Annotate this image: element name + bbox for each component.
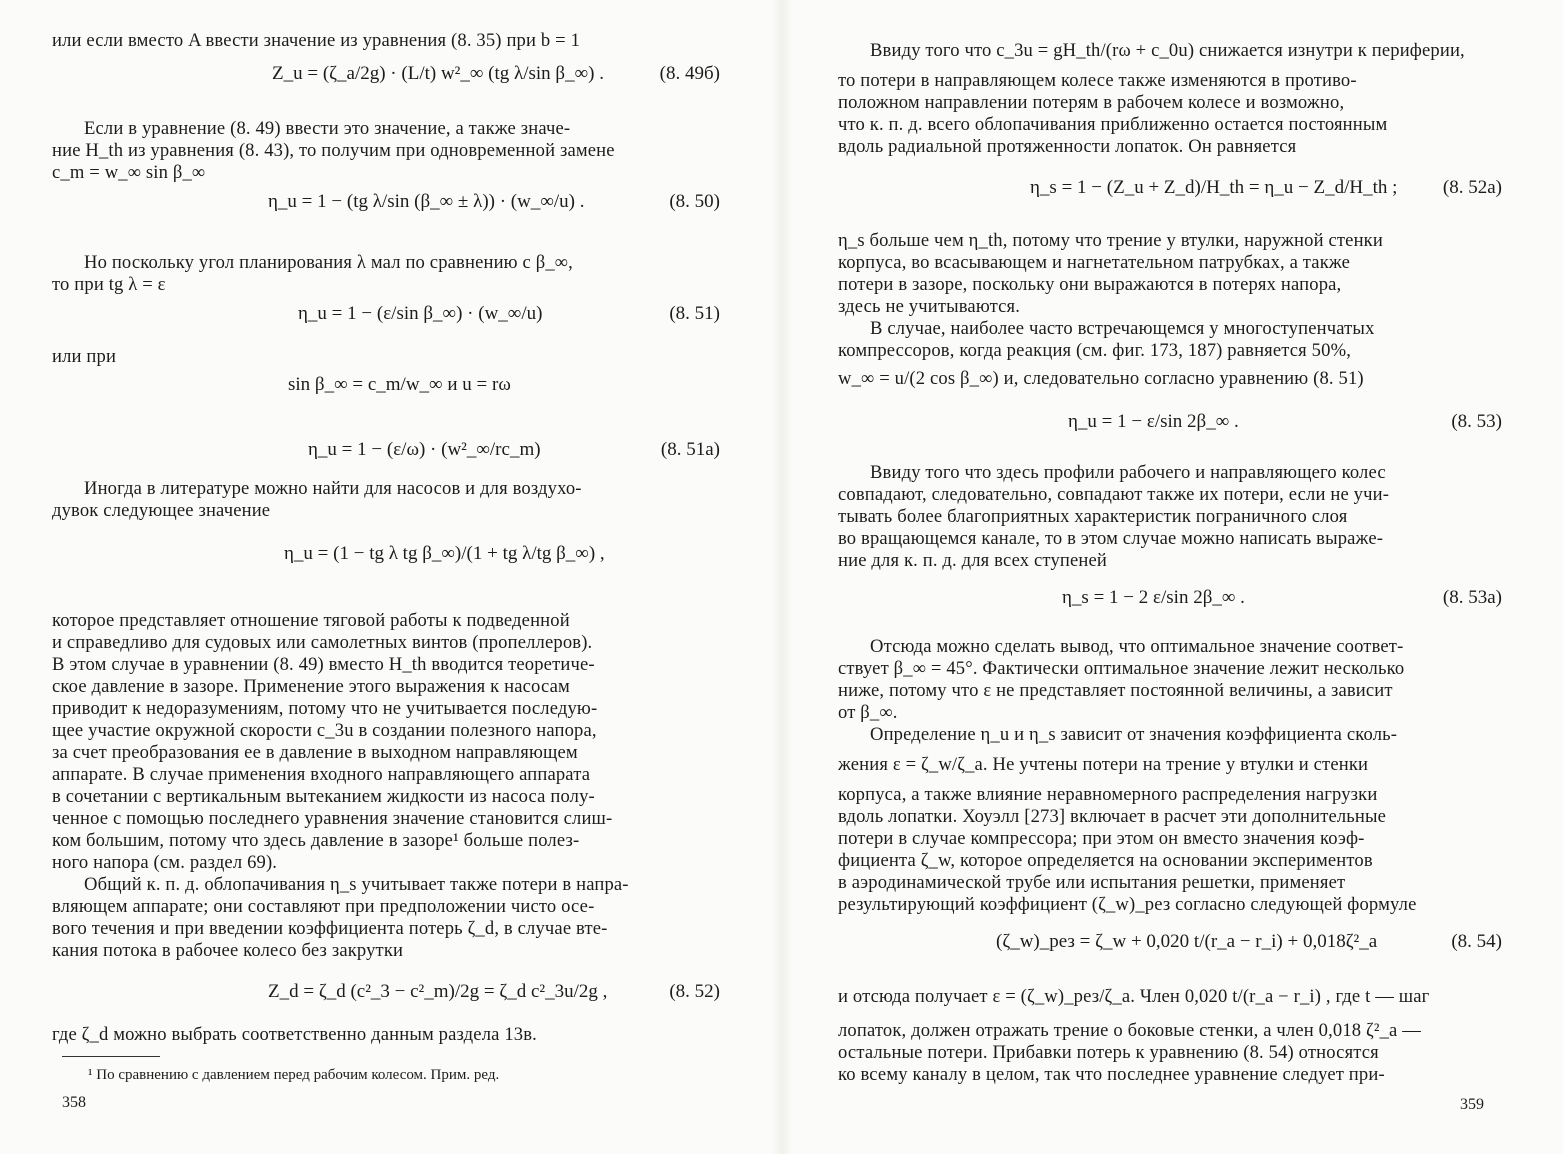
text-line: где ζ_d можно выбрать соответственно данным раздела 13в.	[52, 1024, 537, 1045]
text-line: то при tg λ = ε	[52, 274, 166, 295]
text-line: ниже, потому что ε не представляет постоянной величины, а зависит	[838, 680, 1393, 701]
text-line: В этом случае в уравнении (8. 49) вместо H_th вводится теоретиче-	[52, 654, 595, 675]
text-line: ние для к. п. д. для всех ступеней	[838, 550, 1108, 571]
equation-number: (8. 52a)	[1442, 177, 1502, 198]
text-line: потери в случае компрессора; при этом он вместо значения коэф-	[838, 828, 1365, 849]
equation-8-53: η_u = 1 − ε/sin 2β_∞ .	[1068, 411, 1239, 432]
text-line: В случае, наиболее часто встречающемся у многоступенчатых	[870, 318, 1375, 339]
equation-8-49b: Z_u = (ζ_a/2g) · (L/t) w²_∞ (tg λ/sin β_∞) .	[272, 63, 604, 84]
equation-number: (8. 52)	[669, 981, 720, 1002]
equation-8-51a: η_u = 1 − (ε/ω) · (w²_∞/rc_m)	[308, 439, 541, 460]
equation-number: (8. 53a)	[1442, 587, 1502, 608]
text-line: здесь не учитываются.	[838, 296, 1021, 317]
text-line: ком большим, потому что здесь давление в зазоре¹ больше полез-	[52, 830, 580, 851]
text-line: ствует β_∞ = 45°. Фактически оптимальное значение лежит несколько	[838, 658, 1405, 679]
equation-8-54: (ζ_w)_рез = ζ_w + 0,020 t/(r_a − r_i) + 0,018ζ²_a	[996, 931, 1378, 952]
text-line: которое представляет отношение тяговой работы к подведенной	[52, 610, 570, 631]
text-line: или если вместо A ввести значение из уравнения (8. 35) при b = 1	[52, 30, 581, 51]
text-line: жения ε = ζ_w/ζ_a. Не учтены потери на трение у втулки и стенки	[838, 754, 1369, 775]
equation-8-52a: η_s = 1 − (Z_u + Z_d)/H_th = η_u − Z_d/H_th ;	[1030, 177, 1398, 198]
equation-8-52: Z_d = ζ_d (c²_3 − c²_m)/2g = ζ_d c²_3u/2g ,	[268, 981, 608, 1002]
text-line: ко всему каналу в целом, так что последнее уравнение следует при-	[838, 1064, 1385, 1085]
text-line: вдоль лопатки. Хоуэлл [273] включает в расчет эти дополнительные	[838, 806, 1387, 827]
text-line: Определение η_u и η_s зависит от значения коэффициента сколь-	[870, 724, 1398, 745]
text-line: вляющем аппарате; они составляют при предположении чисто осе-	[52, 896, 595, 917]
text-line: в сочетании с вертикальным вытеканием жидкости из насоса полу-	[52, 786, 595, 807]
text-line: лопаток, должен отражать трение о боковые стенки, а член 0,018 ζ²_a —	[838, 1020, 1421, 1041]
text-line: потери в зазоре, поскольку они выражаются в потерях напора,	[838, 274, 1342, 295]
text-line: дувок следующее значение	[52, 500, 271, 521]
equation-number: (8. 53)	[1451, 411, 1502, 432]
text-line: совпадают, следовательно, совпадают также их потери, если не учи-	[838, 484, 1390, 505]
text-line: или при	[52, 346, 117, 367]
left-page	[0, 0, 760, 1154]
equation-number: (8. 51)	[669, 303, 720, 324]
text-line: η_s больше чем η_th, потому что трение у втулки, наружной стенки	[838, 230, 1383, 251]
text-line: остальные потери. Прибавки потерь к уравнению (8. 54) относятся	[838, 1042, 1379, 1063]
text-line: Если в уравнение (8. 49) ввести это значение, а также значе-	[84, 118, 571, 139]
text-line: вдоль радиальной протяженности лопаток. Он равняется	[838, 136, 1297, 157]
equation-8-53a: η_s = 1 − 2 ε/sin 2β_∞ .	[1062, 587, 1245, 608]
text-line: аппарате. В случае применения входного направляющего аппарата	[52, 764, 591, 785]
right-page	[800, 0, 1563, 1154]
text-line: Но поскольку угол планирования λ мал по сравнению с β_∞,	[84, 252, 573, 273]
text-line: и отсюда получает ε = (ζ_w)_рез/ζ_a. Член 0,020 t/(r_a − r_i) , где t — шаг	[838, 986, 1430, 1007]
text-line: щее участие окружной скорости c_3u в создании полезного напора,	[52, 720, 597, 741]
text-line: Отсюда можно сделать вывод, что оптимальное значение соответ-	[870, 636, 1404, 657]
text-line: кания потока в рабочее колесо без закрутки	[52, 940, 404, 961]
equation-number: (8. 54)	[1451, 931, 1502, 952]
equation-sin-beta: sin β_∞ = c_m/w_∞ и u = rω	[288, 374, 511, 395]
text-line: c_m = w_∞ sin β_∞	[52, 162, 206, 183]
text-line: от β_∞.	[838, 702, 898, 723]
text-line: за счет преобразования ее в давление в выходном направляющем	[52, 742, 578, 763]
book-gutter	[772, 0, 792, 1154]
text-line: что к. п. д. всего облопачивания приближенно остается постоянным	[838, 114, 1388, 135]
footnote-rule	[62, 1056, 160, 1057]
text-line: компрессоров, когда реакция (см. фиг. 173, 187) равняется 50%,	[838, 340, 1352, 361]
text-line: тывать более благоприятных характеристик пограничного слоя	[838, 506, 1348, 527]
equation-number: (8. 50)	[669, 191, 720, 212]
page-number: 359	[1460, 1096, 1484, 1113]
text-line: и справедливо для судовых или самолетных винтов (пропеллеров).	[52, 632, 593, 653]
text-line: Ввиду того что c_3u = gH_th/(rω + c_0u) снижается изнутри к периферии,	[870, 40, 1465, 61]
text-line: то потери в направляющем колесе также изменяются в противо-	[838, 70, 1357, 91]
equation-eta-u: η_u = (1 − tg λ tg β_∞)/(1 + tg λ/tg β_∞) ,	[284, 543, 605, 564]
text-line: корпуса, во всасывающем и нагнетательном патрубках, а также	[838, 252, 1351, 273]
text-line: фициента ζ_w, которое определяется на основании экспериментов	[838, 850, 1373, 871]
text-line: ного напора (см. раздел 69).	[52, 852, 278, 873]
text-line: Иногда в литературе можно найти для насосов и для воздухо-	[84, 478, 582, 499]
footnote: ¹ По сравнению с давлением перед рабочим колесом. Прим. ред.	[88, 1067, 500, 1083]
text-line: вого течения и при введении коэффициента потерь ζ_d, в случае вте-	[52, 918, 608, 939]
equation-number: (8. 51a)	[660, 439, 720, 460]
text-line: ское давление в зазоре. Применение этого выражения к насосам	[52, 676, 570, 697]
text-line: ченное с помощью последнего уравнения значение становится слиш-	[52, 808, 613, 829]
text-line: ние H_th из уравнения (8. 43), то получим при одновременной замене	[52, 140, 615, 161]
text-line: Общий к. п. д. облопачивания η_s учитывает также потери в напра-	[84, 874, 629, 895]
equation-8-51: η_u = 1 − (ε/sin β_∞) · (w_∞/u)	[298, 303, 543, 324]
text-line: приводит к недоразумениям, потому что не учитывается последую-	[52, 698, 598, 719]
page-number: 358	[62, 1094, 86, 1111]
equation-8-50: η_u = 1 − (tg λ/sin (β_∞ ± λ)) · (w_∞/u) .	[268, 191, 585, 212]
text-line: в аэродинамической трубе или испытания решетки, применяет	[838, 872, 1346, 893]
text-line: во вращающемся канале, то в этом случае можно написать выраже-	[838, 528, 1384, 549]
text-line: результирующий коэффициент (ζ_w)_рез согласно следующей формуле	[838, 894, 1417, 915]
text-line: положном направлении потерям в рабочем колесе и возможно,	[838, 92, 1345, 113]
text-line: w_∞ = u/(2 cos β_∞) и, следовательно согласно уравнению (8. 51)	[838, 368, 1364, 389]
text-line: корпуса, а также влияние неравномерного распределения нагрузки	[838, 784, 1378, 805]
text-line: Ввиду того что здесь профили рабочего и направляющего колес	[870, 462, 1386, 483]
equation-number: (8. 49б)	[659, 63, 720, 84]
